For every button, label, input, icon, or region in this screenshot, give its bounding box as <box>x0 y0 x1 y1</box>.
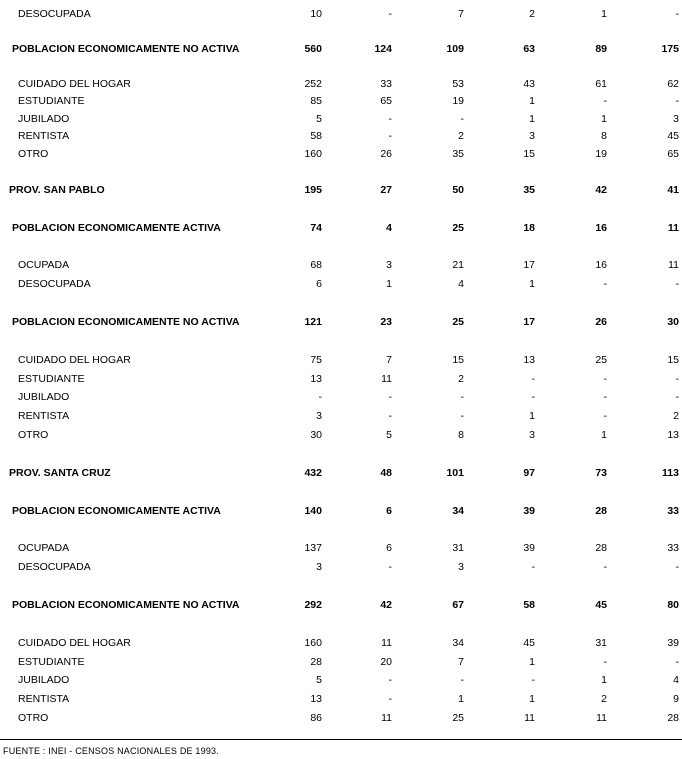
cell-value: 3 <box>458 561 464 573</box>
cell-value: 1 <box>601 429 607 441</box>
table-row <box>0 541 682 555</box>
cell-value: 1 <box>529 113 535 125</box>
cell-value: 39 <box>667 637 679 649</box>
cell-value: 39 <box>523 505 535 517</box>
table-row <box>0 258 682 272</box>
cell-value: 17 <box>523 316 535 328</box>
cell-value: 11 <box>381 712 392 724</box>
row-label: OTRO <box>18 712 49 724</box>
cell-value: 89 <box>595 43 607 55</box>
row-label: RENTISTA <box>18 410 70 422</box>
cell-value: 1 <box>529 410 535 422</box>
cell-value: - <box>460 410 464 422</box>
cell-value: 5 <box>386 429 392 441</box>
table-row <box>0 147 682 161</box>
row-label: JUBILADO <box>18 391 70 403</box>
cell-value: 35 <box>452 148 464 160</box>
cell-value: 560 <box>304 43 322 55</box>
row-label: CUIDADO DEL HOGAR <box>18 354 131 366</box>
cell-value: 58 <box>523 599 535 611</box>
row-label: ESTUDIANTE <box>18 373 85 385</box>
cell-value: - <box>531 373 535 385</box>
cell-value: - <box>460 391 464 403</box>
cell-value: 10 <box>310 8 322 20</box>
cell-value: 65 <box>667 148 679 160</box>
cell-value: - <box>388 561 392 573</box>
row-label: POBLACION ECONOMICAMENTE NO ACTIVA <box>12 316 240 328</box>
table-row-province <box>0 466 682 480</box>
cell-value: 140 <box>304 505 322 517</box>
cell-value: 25 <box>452 316 464 328</box>
cell-value: 3 <box>386 259 392 271</box>
cell-value: 45 <box>595 599 607 611</box>
cell-value: 137 <box>304 542 322 554</box>
cell-value: 31 <box>452 542 464 554</box>
cell-value: 17 <box>523 259 535 271</box>
row-label: ESTUDIANTE <box>18 95 85 107</box>
cell-value: - <box>531 391 535 403</box>
table-row-group <box>0 221 682 235</box>
table-row <box>0 636 682 650</box>
cell-value: 28 <box>595 505 607 517</box>
cell-value: 28 <box>667 712 679 724</box>
cell-value: 31 <box>595 637 607 649</box>
row-label: RENTISTA <box>18 693 70 705</box>
cell-value: 121 <box>304 316 322 328</box>
cell-value: 113 <box>662 467 679 479</box>
cell-value: - <box>388 410 392 422</box>
cell-value: 62 <box>667 78 679 90</box>
row-label: DESOCUPADA <box>18 278 91 290</box>
cell-value: - <box>675 278 679 290</box>
cell-value: 7 <box>458 656 464 668</box>
cell-value: 2 <box>458 373 464 385</box>
cell-value: - <box>675 373 679 385</box>
cell-value: 11 <box>668 259 679 271</box>
table-row <box>0 560 682 574</box>
row-label: CUIDADO DEL HOGAR <box>18 637 131 649</box>
table-row <box>0 711 682 725</box>
cell-value: 13 <box>523 354 535 366</box>
row-label: POBLACION ECONOMICAMENTE ACTIVA <box>12 505 221 517</box>
cell-value: 19 <box>452 95 464 107</box>
cell-value: - <box>460 113 464 125</box>
cell-value: 2 <box>673 410 679 422</box>
cell-value: - <box>675 561 679 573</box>
cell-value: 3 <box>529 130 535 142</box>
cell-value: 19 <box>595 148 607 160</box>
cell-value: 34 <box>452 637 464 649</box>
table-row <box>0 112 682 126</box>
cell-value: 50 <box>452 184 464 196</box>
cell-value: - <box>675 95 679 107</box>
cell-value: 80 <box>667 599 679 611</box>
table-row-group <box>0 598 682 612</box>
cell-value: 25 <box>452 222 464 234</box>
cell-value: 16 <box>595 259 607 271</box>
cell-value: 1 <box>601 8 607 20</box>
table-row <box>0 655 682 669</box>
cell-value: 63 <box>523 43 535 55</box>
cell-value: 6 <box>386 505 392 517</box>
cell-value: 30 <box>310 429 322 441</box>
cell-value: 74 <box>310 222 322 234</box>
cell-value: - <box>388 391 392 403</box>
cell-value: 45 <box>523 637 535 649</box>
cell-value: 25 <box>595 354 607 366</box>
cell-value: 1 <box>529 656 535 668</box>
cell-value: - <box>388 113 392 125</box>
cell-value: 42 <box>380 599 392 611</box>
cell-value: 26 <box>595 316 607 328</box>
cell-value: 160 <box>304 637 322 649</box>
cell-value: 1 <box>601 674 607 686</box>
cell-value: 11 <box>667 222 679 234</box>
cell-value: 33 <box>667 505 679 517</box>
cell-value: 2 <box>529 8 535 20</box>
cell-value: 4 <box>673 674 679 686</box>
cell-value: 5 <box>316 674 322 686</box>
cell-value: 1 <box>601 113 607 125</box>
cell-value: 45 <box>667 130 679 142</box>
cell-value: 33 <box>667 542 679 554</box>
cell-value: 28 <box>595 542 607 554</box>
cell-value: - <box>531 561 535 573</box>
cell-value: 3 <box>673 113 679 125</box>
cell-value: 11 <box>524 712 535 724</box>
cell-value: 13 <box>667 429 679 441</box>
cell-value: - <box>460 674 464 686</box>
cell-value: - <box>675 8 679 20</box>
cell-value: 33 <box>380 78 392 90</box>
cell-value: 9 <box>673 693 679 705</box>
cell-value: 18 <box>523 222 535 234</box>
cell-value: 195 <box>304 184 322 196</box>
cell-value: 292 <box>304 599 322 611</box>
row-label: PROV. SAN PABLO <box>9 184 105 196</box>
row-label: OTRO <box>18 429 49 441</box>
cell-value: - <box>603 410 607 422</box>
cell-value: - <box>603 373 607 385</box>
row-label: OCUPADA <box>18 542 70 554</box>
cell-value: 42 <box>595 184 607 196</box>
cell-value: 27 <box>380 184 392 196</box>
cell-value: 86 <box>310 712 322 724</box>
cell-value: 67 <box>452 599 464 611</box>
cell-value: 28 <box>310 656 322 668</box>
cell-value: 20 <box>380 656 392 668</box>
cell-value: 15 <box>523 148 535 160</box>
cell-value: 1 <box>529 693 535 705</box>
table-row-province <box>0 183 682 197</box>
table-row-group <box>0 315 682 329</box>
cell-value: 8 <box>458 429 464 441</box>
table-row <box>0 7 682 21</box>
cell-value: 41 <box>667 184 679 196</box>
row-label: POBLACION ECONOMICAMENTE NO ACTIVA <box>12 43 240 55</box>
row-label: RENTISTA <box>18 130 70 142</box>
cell-value: 21 <box>452 259 464 271</box>
cell-value: - <box>603 656 607 668</box>
cell-value: - <box>388 674 392 686</box>
row-label: DESOCUPADA <box>18 8 91 20</box>
cell-value: 39 <box>523 542 535 554</box>
cell-value: 101 <box>446 467 464 479</box>
cell-value: 175 <box>661 43 679 55</box>
cell-value: - <box>675 391 679 403</box>
cell-value: - <box>603 95 607 107</box>
cell-value: - <box>388 8 392 20</box>
table-row <box>0 428 682 442</box>
cell-value: 3 <box>316 410 322 422</box>
table-row-group <box>0 504 682 518</box>
cell-value: 1 <box>529 95 535 107</box>
cell-value: - <box>603 391 607 403</box>
table-row <box>0 94 682 108</box>
cell-value: 48 <box>380 467 392 479</box>
row-label: POBLACION ECONOMICAMENTE NO ACTIVA <box>12 599 240 611</box>
cell-value: 3 <box>316 561 322 573</box>
cell-value: 1 <box>458 693 464 705</box>
table-row <box>0 129 682 143</box>
row-label: POBLACION ECONOMICAMENTE ACTIVA <box>12 222 221 234</box>
cell-value: 160 <box>304 148 322 160</box>
cell-value: 61 <box>595 78 607 90</box>
cell-value: 15 <box>452 354 464 366</box>
cell-value: - <box>603 278 607 290</box>
cell-value: 85 <box>310 95 322 107</box>
cell-value: 4 <box>458 278 464 290</box>
cell-value: 16 <box>595 222 607 234</box>
cell-value: 25 <box>452 712 464 724</box>
table-row <box>0 673 682 687</box>
cell-value: 7 <box>386 354 392 366</box>
cell-value: 3 <box>529 429 535 441</box>
source-note: FUENTE : INEI - CENSOS NACIONALES DE 1993. <box>3 746 219 756</box>
cell-value: 68 <box>310 259 322 271</box>
cell-value: 65 <box>380 95 392 107</box>
cell-value: 15 <box>667 354 679 366</box>
cell-value: 2 <box>458 130 464 142</box>
cell-value: 13 <box>310 373 322 385</box>
cell-value: 2 <box>601 693 607 705</box>
cell-value: 35 <box>523 184 535 196</box>
cell-value: 432 <box>304 467 322 479</box>
cell-value: 1 <box>386 278 392 290</box>
cell-value: 5 <box>316 113 322 125</box>
cell-value: 30 <box>667 316 679 328</box>
cell-value: 6 <box>386 542 392 554</box>
cell-value: 11 <box>381 637 392 649</box>
table-row <box>0 277 682 291</box>
row-label: JUBILADO <box>18 674 70 686</box>
table-row <box>0 692 682 706</box>
table-row-group <box>0 42 682 56</box>
table-row <box>0 372 682 386</box>
cell-value: 73 <box>595 467 607 479</box>
cell-value: 124 <box>374 43 392 55</box>
cell-value: 7 <box>458 8 464 20</box>
cell-value: 109 <box>446 43 464 55</box>
row-label: CUIDADO DEL HOGAR <box>18 78 131 90</box>
cell-value: 4 <box>386 222 392 234</box>
cell-value: - <box>531 674 535 686</box>
cell-value: 43 <box>523 78 535 90</box>
row-label: DESOCUPADA <box>18 561 91 573</box>
row-label: OTRO <box>18 148 49 160</box>
cell-value: 8 <box>601 130 607 142</box>
table-row <box>0 353 682 367</box>
cell-value: 11 <box>381 373 392 385</box>
cell-value: 34 <box>452 505 464 517</box>
cell-value: 97 <box>523 467 535 479</box>
cell-value: - <box>675 656 679 668</box>
cell-value: 11 <box>596 712 607 724</box>
cell-value: 26 <box>380 148 392 160</box>
cell-value: 75 <box>310 354 322 366</box>
row-label: PROV. SANTA CRUZ <box>9 467 111 479</box>
cell-value: 6 <box>316 278 322 290</box>
cell-value: 252 <box>304 78 322 90</box>
table-row <box>0 409 682 423</box>
row-label: ESTUDIANTE <box>18 656 85 668</box>
table-row <box>0 390 682 404</box>
row-label: JUBILADO <box>18 113 70 125</box>
cell-value: 1 <box>529 278 535 290</box>
cell-value: 23 <box>380 316 392 328</box>
table-row <box>0 77 682 91</box>
cell-value: 13 <box>310 693 322 705</box>
row-label: OCUPADA <box>18 259 70 271</box>
cell-value: - <box>603 561 607 573</box>
cell-value: - <box>388 130 392 142</box>
footer-divider <box>0 739 682 740</box>
cell-value: - <box>318 391 322 403</box>
cell-value: 58 <box>310 130 322 142</box>
cell-value: 53 <box>452 78 464 90</box>
cell-value: - <box>388 693 392 705</box>
